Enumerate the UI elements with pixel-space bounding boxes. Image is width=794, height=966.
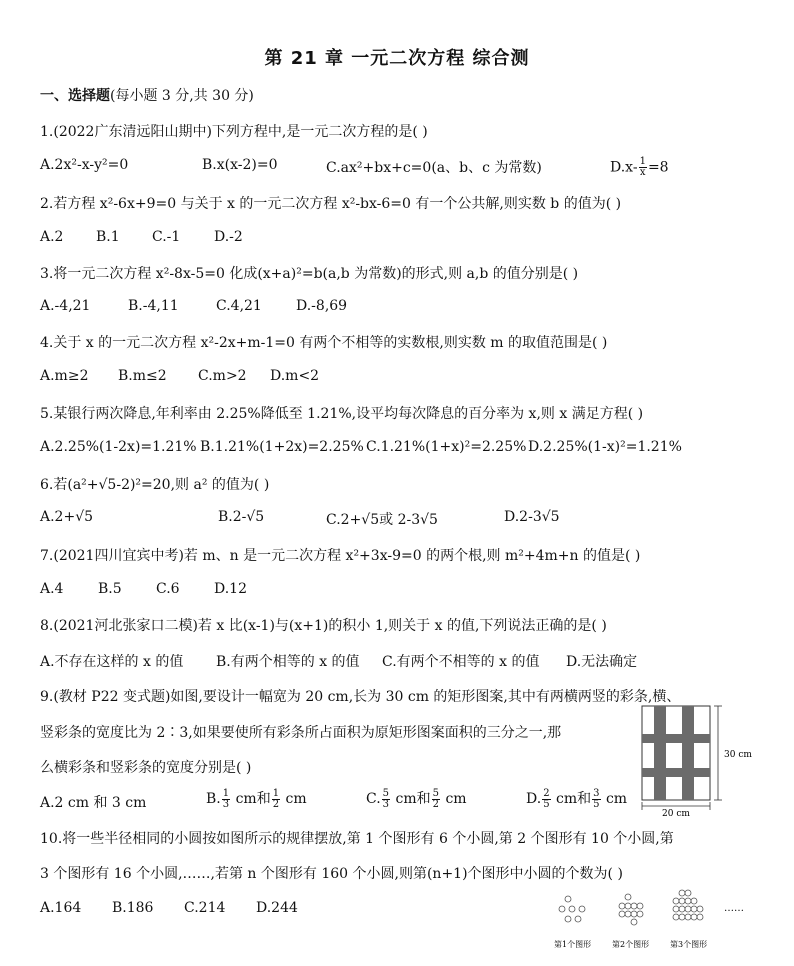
option-a: A.m≥2 (40, 368, 89, 384)
small-circle (575, 916, 581, 922)
section-heading (40, 85, 254, 105)
option-d (610, 157, 669, 178)
fraction-denominator: 3 (222, 798, 230, 810)
option-b: B.x(x-2)=0 (202, 157, 278, 173)
circle-pattern-figure (548, 885, 768, 959)
fraction-denominator: x (639, 167, 646, 178)
small-circle (619, 903, 625, 909)
fraction-denominator: 5 (593, 798, 600, 810)
small-circle (691, 898, 697, 904)
option-c: C.m>2 (198, 368, 247, 384)
small-circle (673, 906, 679, 912)
option-b (206, 788, 307, 810)
fraction (222, 789, 230, 810)
figure-2-circles (619, 894, 643, 925)
figure-3-circles (673, 890, 703, 920)
small-circle (565, 916, 571, 922)
small-circle (685, 890, 691, 896)
small-circle (625, 911, 631, 917)
option-b-prefix: B. (206, 791, 221, 807)
small-circle (697, 906, 703, 912)
option-c-tail: cm (441, 791, 467, 807)
small-circle (685, 914, 691, 920)
small-circle (679, 906, 685, 912)
fraction (639, 157, 647, 178)
question-9-stem-line-2: 竖彩条的宽度比为 2∶3,如果要使所有彩条所占面积为原矩形图案面积的三分之一,那 (40, 725, 562, 741)
option-c: C.1.21%(1+x)²=2.25% (366, 439, 527, 455)
question-6-stem: 6.若(a²+√5-2)²=20,则 a² 的值为( ) (40, 477, 270, 493)
option-d: D.2-3√5 (504, 509, 560, 525)
section-note: (每小题 3 分,共 30 分) (110, 88, 254, 104)
option-a: A.-4,21 (40, 298, 91, 314)
small-circle (637, 911, 643, 917)
option-b: B.有两个相等的 x 的值 (216, 654, 360, 670)
small-circle (673, 898, 679, 904)
option-d: D.m<2 (270, 368, 320, 384)
page-title: 第 21 章 一元二次方程 综合测 (264, 48, 530, 69)
option-c-prefix: C. (366, 791, 381, 807)
option-c: C.-1 (152, 229, 181, 245)
fraction (382, 789, 390, 810)
figure-3-caption: 第3个图形 (670, 940, 708, 949)
option-d (526, 788, 627, 810)
option-b: B.1 (96, 229, 120, 245)
fraction (592, 789, 600, 810)
option-a: A.2+√5 (40, 509, 94, 525)
question-10-stem-line-2: 3 个图形有 16 个小圆,……,若第 n 个图形有 160 个小圆,则第(n+1)个图形中小圆的个数为( ) (40, 866, 623, 882)
option-b: B.2-√5 (218, 509, 265, 525)
option-d-prefix: D.x- (610, 159, 638, 176)
option-d: D.无法确定 (566, 654, 638, 670)
option-d: D.-2 (214, 229, 243, 245)
question-2-stem: 2.若方程 x²-6x+9=0 与关于 x 的一元二次方程 x²-bx-6=0 有一个公共解,则实数 b 的值为( ) (40, 196, 622, 212)
option-b: B.186 (112, 900, 154, 916)
section-label: 一、选择题 (40, 88, 110, 104)
option-c: C.4,21 (216, 298, 262, 314)
width-label: 20 cm (662, 809, 690, 818)
option-d: D.12 (214, 581, 247, 597)
small-circle (569, 906, 575, 912)
fraction-numerator: 1 (272, 787, 280, 799)
question-7-stem: 7.(2021四川宜宾中考)若 m、n 是一元二次方程 x²+3x-9=0 的两个根,则 m²+4m+n 的值是( ) (40, 548, 641, 564)
small-circle (685, 906, 691, 912)
question-4-stem: 4.关于 x 的一元二次方程 x²-2x+m-1=0 有两个不相等的实数根,则实数 m 的取值范围是( ) (40, 335, 608, 351)
fraction-numerator: 5 (432, 787, 439, 799)
fraction (272, 789, 280, 810)
circle-pattern-diagram (548, 885, 768, 955)
small-circle (559, 906, 565, 912)
small-circle (679, 890, 685, 896)
small-circle (631, 919, 637, 925)
fraction-denominator: 2 (272, 798, 280, 810)
fraction-denominator: 2 (432, 798, 439, 810)
option-d-mid: cm和 (551, 791, 592, 807)
fraction-numerator: 1 (639, 156, 646, 167)
option-d: D.-8,69 (296, 298, 348, 314)
option-d: D.2.25%(1-x)²=1.21% (528, 439, 682, 455)
small-circle (637, 903, 643, 909)
question-1-stem: 1.(2022广东清远阳山期中)下列方程中,是一元二次方程的是( ) (40, 124, 428, 140)
option-d-prefix: D. (526, 791, 542, 807)
horizontal-stripe (642, 768, 710, 777)
option-d-tail: cm (601, 791, 628, 807)
option-a: A.164 (40, 900, 82, 916)
option-b-tail: cm (281, 791, 307, 807)
horizontal-stripe (642, 734, 710, 743)
ellipsis: …… (724, 903, 744, 914)
question-10-stem-line-1: 10.将一些半径相同的小圆按如图所示的规律摆放,第 1 个图形有 6 个小圆,第 2 个图形有 10 个小圆,第 (40, 831, 674, 847)
option-c: C.有两个不相等的 x 的值 (382, 654, 540, 670)
option-a: A.4 (40, 581, 64, 597)
figure-1-caption: 第1个图形 (554, 940, 592, 949)
small-circle (679, 898, 685, 904)
figure-1-circles (559, 896, 585, 922)
fraction-denominator: 5 (543, 798, 550, 810)
vertical-stripe (682, 706, 694, 800)
rectangle-diagram (636, 702, 774, 818)
small-circle (631, 903, 637, 909)
option-c (366, 788, 467, 810)
vertical-stripe (654, 706, 666, 800)
small-circle (625, 903, 631, 909)
figure-2-caption: 第2个图形 (612, 940, 650, 949)
outer-rectangle (642, 706, 710, 800)
small-circle (565, 896, 571, 902)
question-9-stem-line-1: 9.(教材 P22 变式题)如图,要设计一幅宽为 20 cm,长为 30 cm 的矩形图案,其中有两横两竖的彩条,横、 (40, 689, 681, 705)
question-3-stem: 3.将一元二次方程 x²-8x-5=0 化成(x+a)²=b(a,b 为常数)的形式,则 a,b 的值分别是( ) (40, 266, 579, 282)
option-c: C.2+√5或 2-3√5 (326, 512, 438, 528)
fraction-numerator: 1 (222, 787, 230, 799)
fraction-numerator: 5 (382, 787, 390, 799)
option-b: B.1.21%(1+2x)=2.25% (200, 439, 364, 455)
option-c: C.ax²+bx+c=0(a、b、c 为常数) (326, 160, 542, 176)
small-circle (619, 911, 625, 917)
height-label: 30 cm (724, 750, 752, 760)
small-circle (673, 914, 679, 920)
small-circle (685, 898, 691, 904)
small-circle (691, 914, 697, 920)
option-a: A.2.25%(1-2x)=1.21% (40, 439, 197, 455)
option-a: A.2 cm 和 3 cm (40, 795, 147, 811)
small-circle (631, 911, 637, 917)
question-9-stem-line-3: 么横彩条和竖彩条的宽度分别是( ) (40, 760, 252, 776)
option-a: A.2x²-x-y²=0 (40, 157, 129, 173)
option-b: B.-4,11 (128, 298, 179, 314)
small-circle (625, 894, 631, 900)
option-d-tail: =8 (647, 159, 669, 176)
fraction-numerator: 2 (543, 787, 550, 799)
small-circle (579, 906, 585, 912)
option-b: B.5 (98, 581, 122, 597)
option-a: A.2 (40, 229, 64, 245)
striped-rectangle-figure (636, 702, 774, 822)
option-b: B.m≤2 (118, 368, 167, 384)
option-c-mid: cm和 (391, 791, 431, 807)
fraction (432, 789, 440, 810)
small-circle (691, 906, 697, 912)
fraction-denominator: 3 (382, 798, 390, 810)
option-b-mid: cm和 (231, 791, 271, 807)
question-5-stem: 5.某银行两次降息,年利率由 2.25%降低至 1.21%,设平均每次降息的百分率为 x,则 x 满足方程( ) (40, 406, 644, 422)
option-a: A.不存在这样的 x 的值 (40, 654, 184, 670)
option-c: C.6 (156, 581, 180, 597)
small-circle (697, 914, 703, 920)
option-d: D.244 (256, 900, 298, 916)
small-circle (679, 914, 685, 920)
question-8-stem: 8.(2021河北张家口二模)若 x 比(x-1)与(x+1)的积小 1,则关于 x 的值,下列说法正确的是( ) (40, 618, 607, 634)
fraction (542, 789, 550, 810)
option-c: C.214 (184, 900, 226, 916)
fraction-numerator: 3 (593, 787, 600, 799)
